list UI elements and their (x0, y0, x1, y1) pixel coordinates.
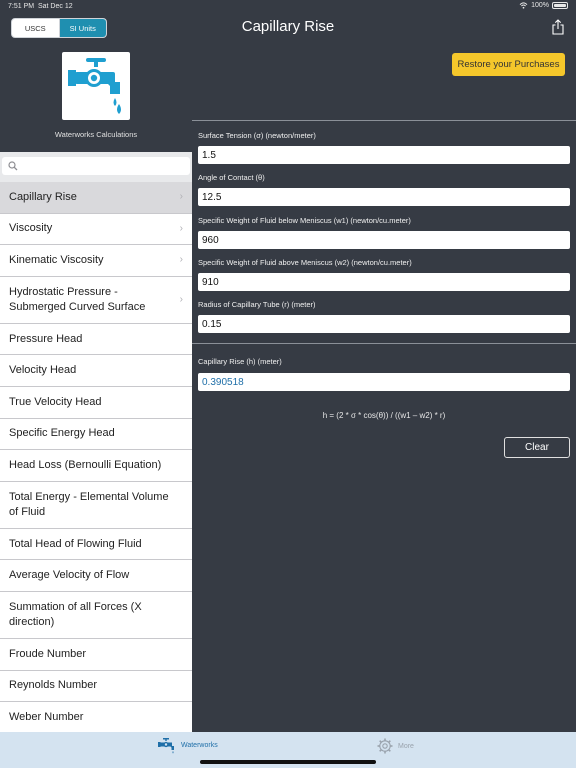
sidebar-item-viscosity[interactable] (0, 214, 192, 246)
specific-weight-below-label: Specific Weight of Fluid below Meniscus (w1) (newton/cu.meter) (198, 216, 411, 225)
sidebar-item-label: Total Head of Flowing Fluid (9, 537, 142, 550)
sidebar-item-label: True Velocity Head (9, 395, 102, 408)
search-bar (0, 152, 192, 182)
sidebar-item-label: Pressure Head (9, 332, 83, 345)
sidebar-item-capillary-rise[interactable] (0, 182, 192, 214)
radius-label: Radius of Capillary Tube (r) (meter) (198, 300, 316, 309)
sidebar-item-reynolds-number[interactable] (0, 671, 192, 703)
sidebar-item-label: Head Loss (Bernoulli Equation) (9, 459, 162, 472)
sidebar-item-label: Reynolds Number (9, 679, 98, 692)
sidebar-item-label: Velocity Head (9, 364, 77, 377)
specific-weight-above-label: Specific Weight of Fluid above Meniscus (w2) (newton/cu.meter) (198, 258, 412, 267)
app-name: Waterworks Calculations (54, 130, 138, 139)
battery-percent: 100% (531, 2, 549, 9)
specific-weight-above-input[interactable]: 910 (198, 273, 570, 291)
sidebar-item-label: Froude Number (9, 647, 87, 660)
sidebar-item-label: Viscosity (9, 222, 53, 235)
tab-more-label: More (398, 742, 414, 750)
chevron-right-icon: › (179, 191, 183, 203)
tab-waterworks[interactable] (157, 737, 218, 754)
sidebar-item-label: Total Energy - Elemental Volume of Fluid (9, 490, 169, 518)
status-indicators (519, 2, 568, 9)
segment-uscs[interactable]: USCS (24, 23, 46, 33)
sidebar (0, 42, 192, 732)
tab-more[interactable] (376, 737, 414, 755)
restore-purchases-button[interactable]: Restore your Purchases (452, 53, 565, 76)
battery-icon (552, 2, 568, 9)
clear-button[interactable]: Clear (504, 437, 570, 458)
divider (192, 343, 576, 344)
capillary-rise-result: 0.390518 (198, 373, 570, 391)
sidebar-item-head-loss[interactable] (0, 450, 192, 482)
sidebar-item-label: Capillary Rise (9, 190, 77, 203)
app-logo (62, 52, 130, 120)
surface-tension-label: Surface Tension (σ) (newton/meter) (198, 131, 316, 140)
calculator-panel (192, 42, 576, 732)
search-icon (8, 161, 18, 171)
segment-si-units[interactable]: SI Units (59, 19, 107, 37)
sidebar-item-total-energy[interactable] (0, 482, 192, 529)
sidebar-item-total-head[interactable] (0, 529, 192, 561)
tab-bar (0, 732, 576, 768)
radius-input[interactable]: 0.15 (198, 315, 570, 333)
sidebar-item-average-velocity[interactable] (0, 560, 192, 592)
chevron-right-icon: › (179, 222, 183, 234)
gear-icon (376, 737, 394, 755)
sidebar-item-label: Average Velocity of Flow (9, 569, 130, 582)
sidebar-item-pressure-head[interactable] (0, 324, 192, 356)
status-time (8, 3, 73, 10)
sidebar-item-label: Kinematic Viscosity (9, 254, 104, 267)
sidebar-item-summation-forces[interactable] (0, 592, 192, 639)
sidebar-item-kinematic-viscosity[interactable] (0, 245, 192, 277)
sidebar-item-true-velocity-head[interactable] (0, 387, 192, 419)
calculation-list (0, 182, 192, 734)
capillary-rise-result-label: Capillary Rise (h) (meter) (198, 357, 282, 366)
status-clock: 7:51 PM (8, 3, 35, 10)
sidebar-item-hydrostatic-pressure[interactable] (0, 277, 192, 324)
divider (192, 120, 576, 121)
search-input[interactable] (2, 157, 190, 175)
chevron-right-icon: › (179, 254, 183, 266)
sidebar-item-weber-number[interactable] (0, 702, 192, 734)
sidebar-item-label: Weber Number (9, 711, 84, 723)
angle-of-contact-input[interactable]: 12.5 (198, 188, 570, 206)
sidebar-item-label: Specific Energy Head (9, 427, 115, 440)
sidebar-item-specific-energy-head[interactable] (0, 419, 192, 451)
tab-waterworks-label: Waterworks (181, 742, 218, 749)
status-date: Sat Dec 12 (37, 3, 73, 10)
wifi-icon (519, 2, 528, 9)
surface-tension-input[interactable]: 1.5 (198, 146, 570, 164)
faucet-icon (62, 52, 130, 120)
sidebar-item-froude-number[interactable] (0, 639, 192, 671)
share-icon[interactable] (551, 19, 565, 35)
home-indicator (200, 760, 376, 764)
chevron-right-icon: › (179, 293, 183, 305)
faucet-icon (157, 737, 177, 754)
specific-weight-below-input[interactable]: 960 (198, 231, 570, 249)
sidebar-item-label: Summation of all Forces (X direction) (9, 601, 142, 628)
sidebar-item-velocity-head[interactable] (0, 355, 192, 387)
top-bar (0, 0, 576, 42)
sidebar-item-label: Hydrostatic Pressure - Submerged Curved Surface (9, 285, 146, 313)
formula-text: h = (2 * σ * cos(θ)) / ((w1 – w2) * r) (322, 411, 446, 420)
page-title: Capillary Rise (241, 18, 335, 35)
angle-of-contact-label: Angle of Contact (θ) (198, 173, 265, 182)
